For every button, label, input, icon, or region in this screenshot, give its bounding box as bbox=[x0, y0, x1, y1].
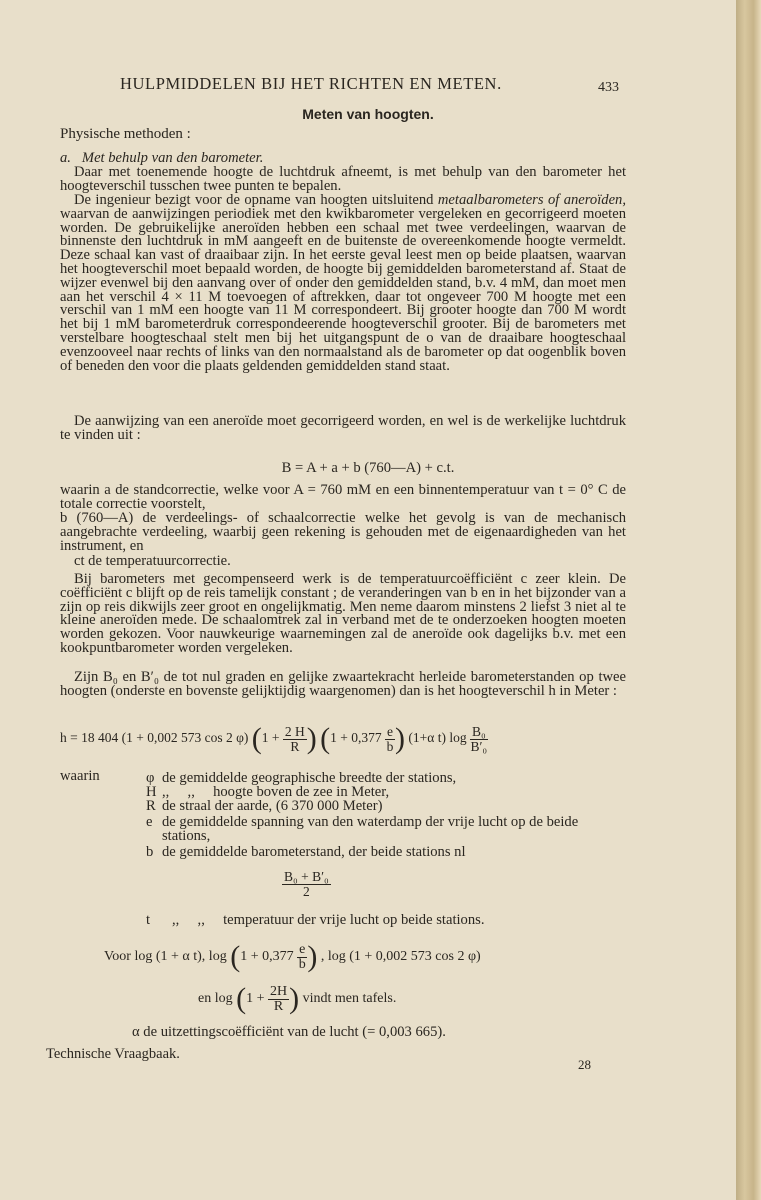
legend-symbol-r: R bbox=[146, 798, 156, 814]
legend-symbol-phi: φ bbox=[146, 770, 155, 786]
item-a-title: Met behulp van den barometer. bbox=[81, 150, 264, 166]
formula-pressure: B = A + a + b (760—A) + c.t. bbox=[281, 460, 455, 476]
footer-book-title: Technische Vraagbaak. bbox=[46, 1046, 180, 1062]
paragraph-4: waarin a de standcorrectie, welke voor A = 760 mM en een binnentemperatuur van t = 0° C de totale correctie voorstelt, bbox=[60, 482, 626, 512]
formula-height: h = 18 404 (1 + 0,002 573 cos 2 φ) (1 + $\frac{2 H}{R}$ ) (1 + 0,377 $\frac{e}{b}$ ) (1+α t) log $\frac{\text{B₀}}{\text{B′₀}}$ bbox=[60, 722, 488, 755]
paragraph-2-start: De ingenieur bezigt voor de opname van hoogten uitsluitend bbox=[74, 192, 434, 208]
paragraph-6: ct de temperatuurcorrectie. bbox=[74, 553, 231, 569]
paragraph-2 bbox=[60, 194, 626, 373]
legend-text-r: de straal der aarde, (6 370 000 Meter) bbox=[162, 798, 383, 814]
legend-symbol-h: H bbox=[146, 784, 157, 800]
paragraph-5: b (760—A) de verdeelings- of schaalcorrectie welke het gevolg is van de mechanisch aangebrachte verdeeling, waarbij geen rekening is gehouden met de eigenaardigheden van het instrument, en bbox=[60, 510, 626, 554]
footer-signature-number: 28 bbox=[578, 1057, 591, 1072]
paragraph-3: De aanwijzing van een aneroïde moet gecorrigeerd worden, en wel is de werkelijke luchtdruk te vinden uit : bbox=[60, 413, 626, 443]
legend-symbol-t: t bbox=[146, 912, 151, 928]
legend-text-b: de gemiddelde barometerstand, der beide stations nl bbox=[162, 844, 466, 860]
legend-text-h: ,, ,, hoogte boven de zee in Meter, bbox=[162, 784, 390, 800]
page-edge bbox=[736, 0, 761, 1200]
legend-intro: waarin bbox=[60, 768, 100, 784]
paragraph-7: Bij barometers met gecompenseerd werk is de temperatuurcoëfficiënt c zeer klein. De coëfficiënt c blijft op de reis tamelijk constant ; de veranderingen van b en in het bijzonder van a zijn op reis dikwijls zeer groot en ongelijkmatig. Men neme daarom minstens 2 liefst 3 niet al te kleine aneroïden mede. De schaalomtrek zal in verband met de te onderzoeken hoogten moeten worden gekozen. Voor nauwkeurige waarnemingen zal de aneroïde ook dagelijks b.v. met een kookpuntbarometer worden vergeleken. bbox=[60, 571, 626, 656]
item-a-letter: a. bbox=[60, 150, 71, 166]
legend-b-fraction: $\frac{\text{B₀ + B′₀}}{2}$ bbox=[284, 869, 329, 899]
paragraph-1: Daar met toenemende hoogte de luchtdruk afneemt, is met behulp van den barometer het hoogteverschil tusschen twee punten te bepalen. bbox=[60, 164, 626, 194]
section-title: Meten van hoogten. bbox=[302, 106, 434, 122]
legend-text-phi: de gemiddelde geographische breedte der stations, bbox=[162, 770, 457, 786]
legend-symbol-b: b bbox=[146, 844, 154, 860]
subsection-title: Physische methoden : bbox=[60, 126, 191, 142]
paragraph-2-rest: waarvan de aanwijzingen periodiek met den kwikbarometer vergeleken en gecorrigeerd moeten worden. De gebruikelijke aneroïden hebben een schaal met twee verdeelingen, waarvan de binnenste den luchtdruk in mM aangeeft en de buitenste de overeenkomende hoogte vermeldt. Deze schaal kan vast of draaibaar zijn. In het eerste geval leest men op beide plaatsen, waarvan het hoogteverschil moet bepaald worden, de hoogte bij gemiddelden barometerstand af. Staat de wijzer evenwel bij den aanvang over of onder den gemiddelden stand, b.v. 4 mM, dan moet men aan het verschil 4 × 11 M toevoegen of aftrekken, daar tot ongeveer 700 M hoogte met een verschil van 1 mM een hoogte van 11 M correspondeert. Bij grooter hoogte dan 700 M wordt het bij 1 mM barometerdruk correspondeerende hoogteverschil grooter. Bij de barometers met verstelbare hoogteschaal stelt men bij het uitgangspunt de o van de draaibare hoogteschaal evenzooveel naar rechts of links van den normaalstand als de barometer op dat oogenblik boven of beneden den voor die plaats geldenden gemiddelden stand staat. bbox=[60, 205, 626, 374]
paragraph-intro bbox=[60, 166, 626, 194]
paragraph-2-italic: metaalbarometers of aneroïden, bbox=[437, 192, 626, 208]
alpha-line: α de uitzettingscoëfficiënt van de lucht (= 0,003 665). bbox=[132, 1024, 446, 1040]
tables-line: en log (1 + $\frac{2H}{R}$ ) vindt men tafels. bbox=[198, 982, 397, 1015]
page-number: 433 bbox=[598, 80, 619, 95]
paragraph-8: Zijn B₀ en B′₀ de tot nul graden en gelijke zwaartekracht herleide barometerstanden op twee hoogten (onderste en bovenste gelijktijdig waargenomen) dan is het hoogteverschil h in Meter : bbox=[60, 669, 626, 699]
legend-text-e: de gemiddelde spanning van den waterdamp der vrije lucht op de beide stations, bbox=[162, 814, 579, 844]
running-header: HULPMIDDELEN BIJ HET RICHTEN EN METEN. bbox=[120, 74, 502, 93]
voor-line: Voor log (1 + α t), log (1 + 0,377 $\frac{e}{b}$ ) , log (1 + 0,002 573 cos 2 φ) bbox=[104, 940, 481, 973]
legend-symbol-e: e bbox=[146, 814, 153, 830]
legend-text-t: ,, ,, temperatuur der vrije lucht op beide stations. bbox=[172, 912, 485, 928]
